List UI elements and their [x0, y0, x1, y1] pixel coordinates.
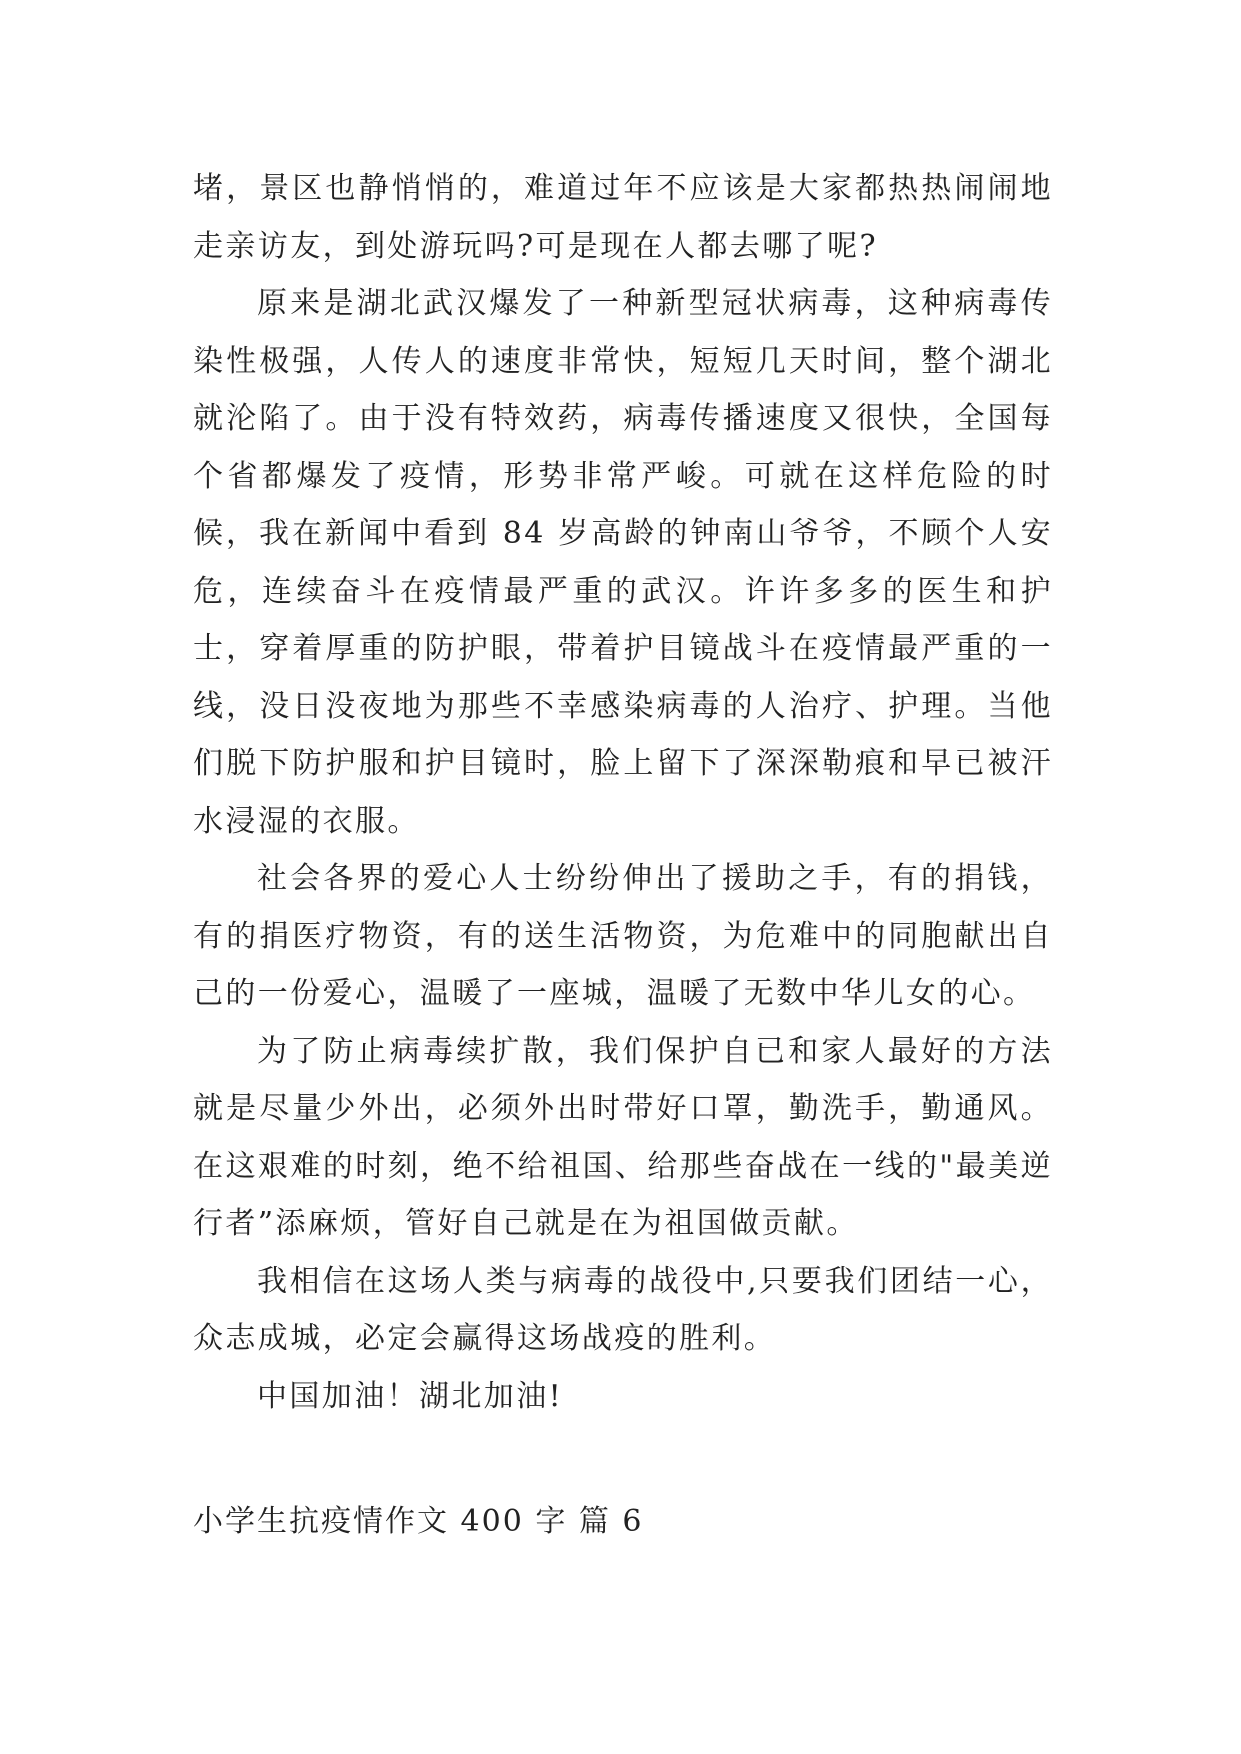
section-heading: 小学生抗疫情作文 400 字 篇 6 — [193, 1504, 644, 1539]
paragraph-1: 堵，景区也静悄悄的，难道过年不应该是大家都热热闹闹地走亲访友，到处游玩吗?可是现在人都去哪了呢? — [193, 171, 1053, 264]
paragraph-3: 社会各界的爱心人士纷纷伸出了援助之手，有的捐钱，有的捐医疗物资，有的送生活物资，为危难中的同胞献出自己的一份爱心，温暖了一座城，温暖了无数中华儿女的心。 — [193, 861, 1053, 1011]
paragraph-6: 中国加油！湖北加油! — [257, 1378, 564, 1414]
paragraph-4: 为了防止病毒续扩散，我们保护自已和家人最好的方法就是尽量少外出，必须外出时带好口罩，勤洗手，勤通风。在这艰难的时刻，绝不给祖国、给那些奋战在一线的"最美逆行者”添麻烦，管好自己就是在为祖国做贡献。 — [193, 1033, 1053, 1241]
document-body — [193, 160, 1053, 1551]
paragraph-5: 我相信在这场人类与病毒的战役中,只要我们团结一心，众志成城，必定会赢得这场战疫的胜利。 — [193, 1263, 1053, 1356]
paragraph-2: 原来是湖北武汉爆发了一种新型冠状病毒，这种病毒传染性极强，人传人的速度非常快，短短几天时间，整个湖北就沦陷了。由于没有特效药，病毒传播速度又很快，全国每个省都爆发了疫情，形势非常严峻。可就在这样危险的时候，我在新闻中看到 84 岁高龄的钟南山爷爷，不顾个人安危，连续奋斗在疫情最严重的武汉。许许多多的医生和护士，穿着厚重的防护眼，带着护目镜战斗在疫情最严重的一线，没日没夜地为那些不幸感染病毒的人治疗、护理。当他们脱下防护服和护目镜时，脸上留下了深深勒痕和早已被汗水浸湿的衣服。 — [193, 286, 1053, 839]
